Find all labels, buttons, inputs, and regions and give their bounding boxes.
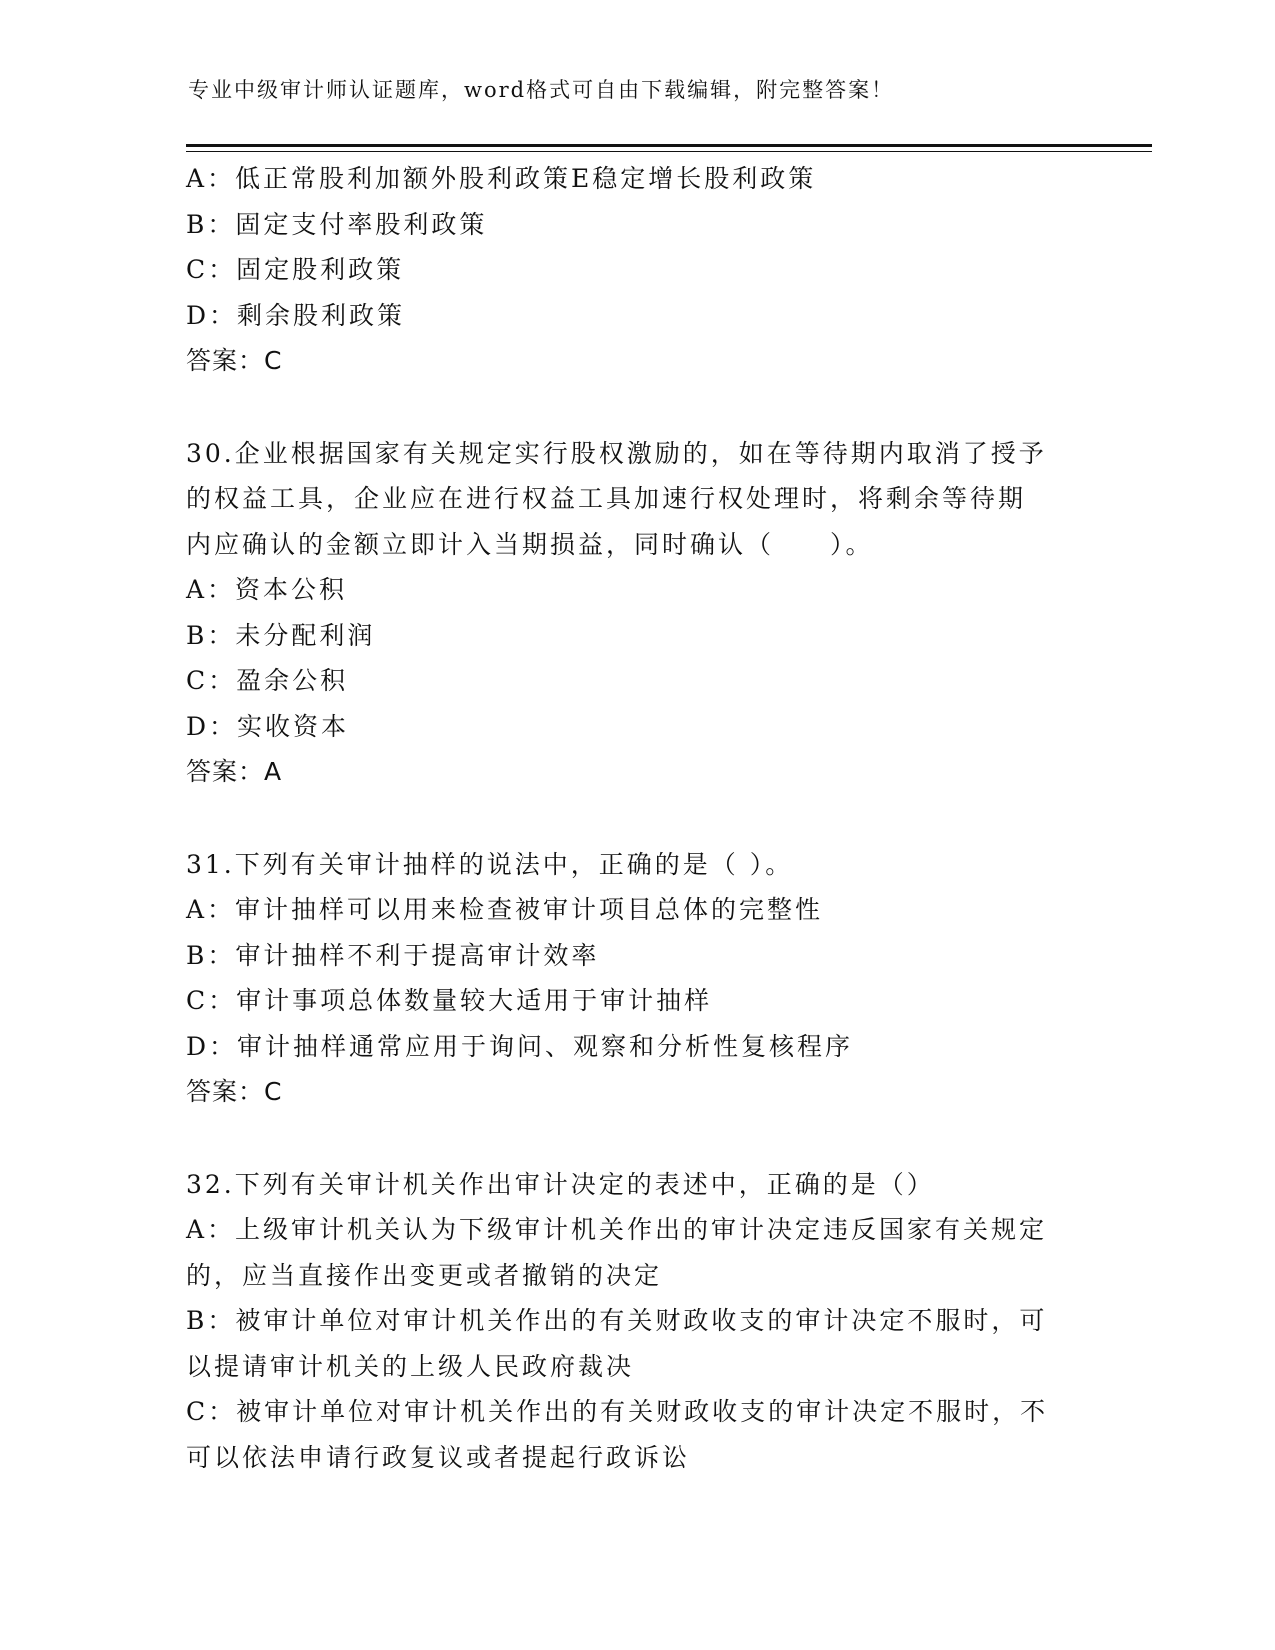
option-c: C：盈余公积 bbox=[186, 666, 349, 695]
option-a-continued: 的，应当直接作出变更或者撤销的决定 bbox=[186, 1260, 663, 1290]
option-a: A：审计抽样可以用来检查被审计项目总体的完整性 bbox=[186, 895, 824, 924]
answer: 答案：C bbox=[186, 1077, 283, 1106]
question-content bbox=[186, 156, 1086, 1480]
option-c: C：审计事项总体数量较大适用于审计抽样 bbox=[186, 986, 713, 1015]
answer: 答案：C bbox=[186, 346, 283, 375]
question-text-line: 内应确认的金额立即计入当期损益，同时确认（ ）。 bbox=[186, 529, 874, 559]
option-b: B：未分配利润 bbox=[186, 620, 376, 650]
question-31 bbox=[186, 842, 1086, 1115]
header-rule-thin bbox=[186, 151, 1152, 152]
question-text-line: 30.企业根据国家有关规定实行股权激励的，如在等待期内取消了授予 bbox=[186, 438, 1047, 468]
option-a: A：低正常股利加额外股利政策E稳定增长股利政策 bbox=[186, 164, 817, 193]
option-d: D：审计抽样通常应用于询问、观察和分析性复核程序 bbox=[186, 1031, 854, 1061]
question-30 bbox=[186, 431, 1086, 795]
question-29 bbox=[186, 156, 1086, 384]
option-c-continued: 可以依法申请行政复议或者提起行政诉讼 bbox=[186, 1442, 691, 1472]
option-b: B：被审计单位对审计机关作出的有关财政收支的审计决定不服时，可 bbox=[186, 1306, 1048, 1335]
question-text-line: 31.下列有关审计抽样的说法中，正确的是（ ）。 bbox=[186, 849, 794, 879]
header-rule bbox=[186, 144, 1152, 147]
question-32 bbox=[186, 1162, 1086, 1481]
option-d: D：实收资本 bbox=[186, 711, 350, 741]
page-header: 专业中级审计师认证题库，word格式可自由下载编辑，附完整答案！ bbox=[188, 78, 895, 102]
option-b-continued: 以提请审计机关的上级人民政府裁决 bbox=[186, 1351, 635, 1381]
option-d: D：剩余股利政策 bbox=[186, 300, 406, 330]
question-text-line: 32.下列有关审计机关作出审计决定的表述中，正确的是（） bbox=[186, 1169, 935, 1199]
question-text-line: 的权益工具，企业应在进行权益工具加速行权处理时，将剩余等待期 bbox=[186, 484, 1027, 513]
option-a: A：上级审计机关认为下级审计机关作出的审计决定违反国家有关规定 bbox=[186, 1215, 1048, 1244]
option-c: C：被审计单位对审计机关作出的有关财政收支的审计决定不服时，不 bbox=[186, 1397, 1049, 1426]
option-b: B：固定支付率股利政策 bbox=[186, 209, 488, 239]
answer: 答案：A bbox=[186, 757, 283, 786]
option-a: A：资本公积 bbox=[186, 575, 348, 604]
option-c: C：固定股利政策 bbox=[186, 255, 405, 284]
option-b: B：审计抽样不利于提高审计效率 bbox=[186, 940, 600, 970]
